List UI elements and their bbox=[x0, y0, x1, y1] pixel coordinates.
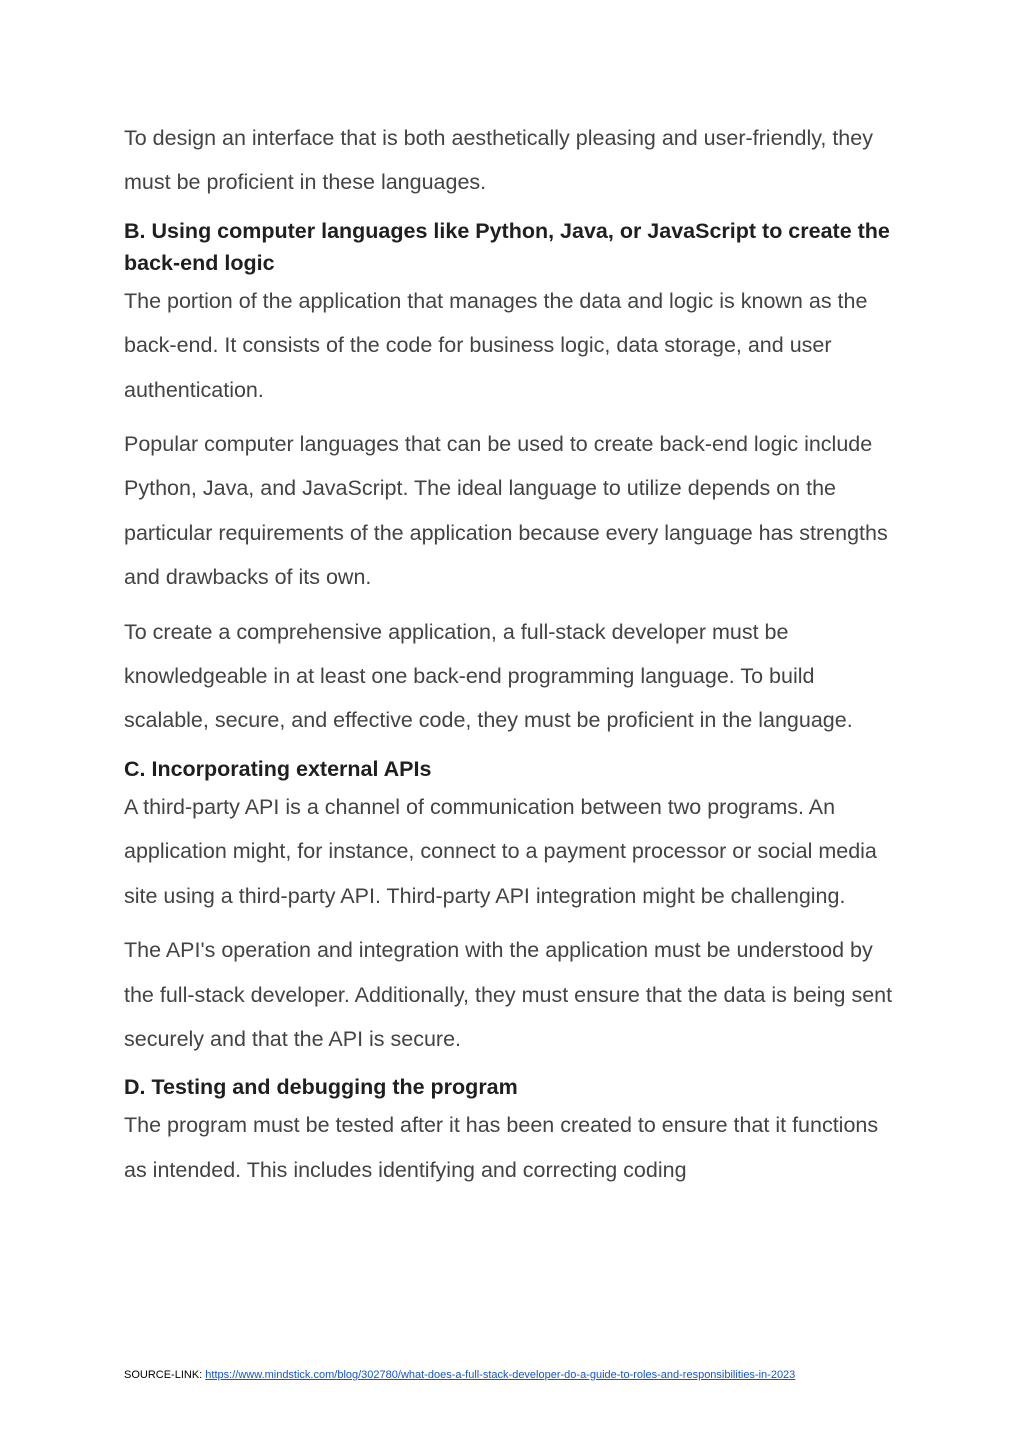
section-paragraph: The API's operation and integration with the application must be understood by the full-stack developer. Additionally, they must ensure that the data is being sent securely and that the API is secure. bbox=[124, 938, 893, 1051]
section-paragraph: The program must be tested after it has been created to ensure that it functions as intended. This includes identifying and correcting coding bbox=[124, 1113, 879, 1182]
source-link-label: SOURCE-LINK: bbox=[124, 1369, 206, 1381]
source-link-footer bbox=[124, 1368, 795, 1382]
section-heading: C. Incorporating external APIs bbox=[124, 756, 432, 781]
intro-paragraph: To design an interface that is both aesthetically pleasing and user-friendly, they must be proficient in these languages. bbox=[124, 126, 873, 195]
section-paragraph: Popular computer languages that can be used to create back-end logic include Python, Java, and JavaScript. The ideal language to utilize depends on the particular requirements of the application because every language has strengths and drawbacks of its own. bbox=[124, 432, 888, 590]
section-back-end-logic bbox=[124, 215, 904, 743]
section-heading: D. Testing and debugging the program bbox=[124, 1075, 518, 1100]
source-link[interactable]: https://www.mindstick.com/blog/302780/what-does-a-full-stack-developer-do-a-guide-to-roles-and-responsibilities-in-2023 bbox=[205, 1369, 796, 1381]
section-heading: B. Using computer languages like Python, Java, or JavaScript to create the back-end logic bbox=[124, 218, 890, 275]
section-external-apis bbox=[124, 753, 904, 1061]
section-testing-debugging bbox=[124, 1071, 904, 1192]
document-body bbox=[124, 116, 904, 1202]
section-paragraph: To create a comprehensive application, a full-stack developer must be knowledgeable in at least one back-end programming language. To build scalable, secure, and effective code, they must be proficient in the language. bbox=[124, 619, 853, 733]
section-paragraph: The portion of the application that manages the data and logic is known as the back-end. It consists of the code for business logic, data storage, and user authentication. bbox=[124, 288, 868, 402]
section-paragraph: A third-party API is a channel of communication between two programs. An application might, for instance, connect to a payment processor or social media site using a third-party API. Third-party API integration might be challenging. bbox=[124, 794, 877, 908]
